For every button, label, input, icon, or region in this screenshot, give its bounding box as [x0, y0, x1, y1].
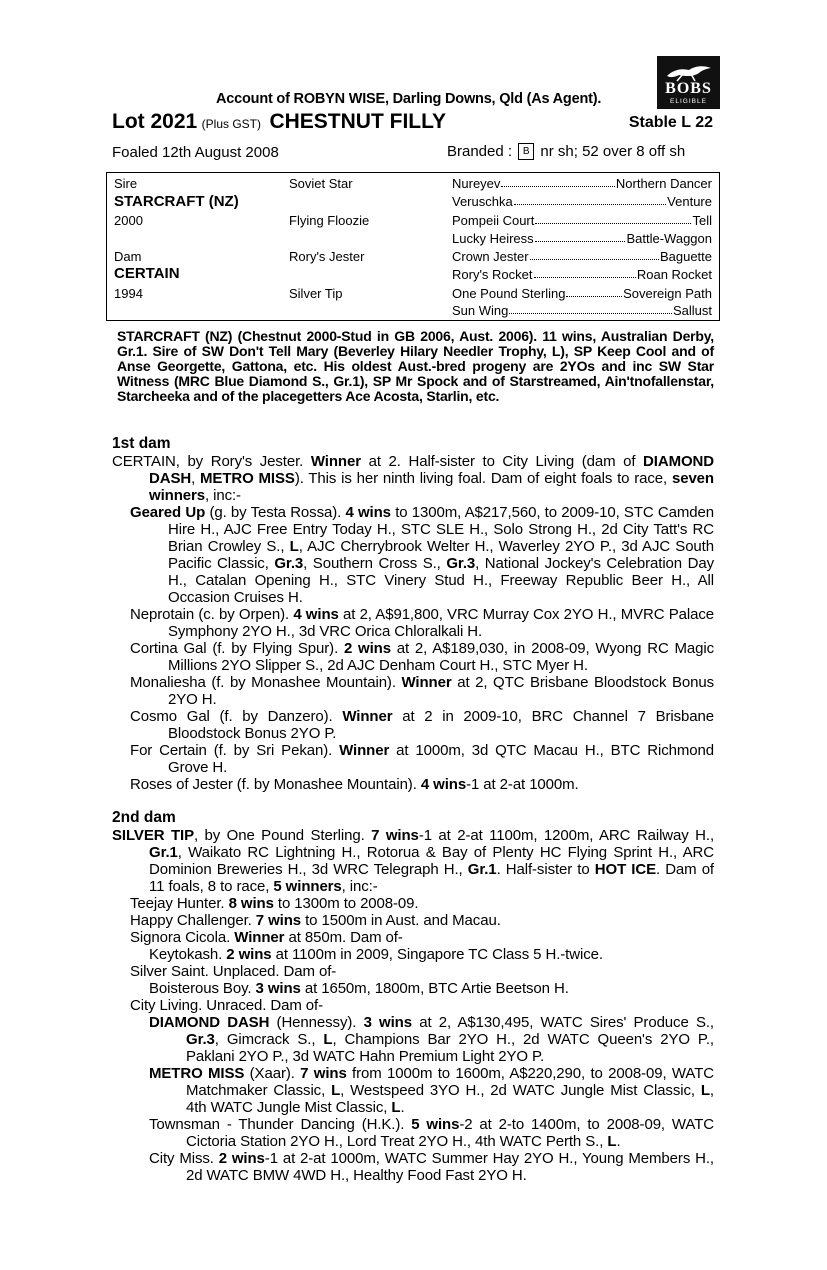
- lot-name: CHESTNUT FILLY: [269, 110, 447, 133]
- stable-number: Stable L 22: [628, 114, 713, 131]
- first-dam-heading: 1st dam: [112, 435, 171, 452]
- second-dam-heading: 2nd dam: [112, 809, 176, 826]
- plus-gst: (Plus GST): [201, 117, 261, 131]
- grand-progeny-entry: Townsman - Thunder Dancing (H.K.). 5 wins-2 at 2-to 1400m, to 2008-09, WATC Cictoria Station 2YO H., Lord Treat 2YO H., 4th WATC Perth S., L.: [149, 1116, 715, 1150]
- sire-intro: STARCRAFT (NZ) (Chestnut 2000-Stud in GB 2006, Aust. 2006). 11 wins, Australian Derby, Gr.1. Sire of SW Don't Tell Mary (Beverley Hilary Needler Trophy, L), SP Keep Cool and of Anse Georgette, Gattona, etc. His oldest Aust.-bred progeny are 2YOs and inc SW Star Witness (MRC Blue Diamond S., Gr.1), SP Mr Spock and of Starstreamed, Ain'tnofallenstar, Starcheeka and of the placegetters Ace Acosta, Starlin, etc.: [117, 328, 714, 404]
- progeny-entry: Teejay Hunter. 8 wins to 1300m to 2008-09.: [130, 895, 419, 912]
- progeny-entry: Roses of Jester (f. by Monashee Mountain). 4 wins-1 at 2-at 1000m.: [130, 776, 579, 793]
- g3-row: Veruschka Venture: [452, 194, 712, 209]
- grand-progeny-entry: Boisterous Boy. 3 wins at 1650m, 1800m, BTC Artie Beetson H.: [149, 980, 569, 997]
- account-line: Account of ROBYN WISE, Darling Downs, Qld (As Agent).: [216, 91, 602, 107]
- g3-row: Sun Wing Sallust: [452, 303, 712, 318]
- sire-label: Sire: [114, 176, 138, 191]
- horse-icon: [665, 62, 713, 82]
- sire-dam: Flying Floozie: [289, 213, 370, 228]
- logo-text: BOBS: [665, 80, 712, 97]
- g3-row: Crown Jester Baguette: [452, 249, 712, 264]
- dam-label: Dam: [114, 249, 142, 264]
- sire-sire: Soviet Star: [289, 176, 353, 191]
- g3-row: Lucky Heiress Battle-Waggon: [452, 231, 712, 246]
- branded-label: Branded :: [447, 143, 513, 160]
- second-dam-paragraph: SILVER TIP, by One Pound Sterling. 7 wins-1 at 2-at 1100m, 1200m, ARC Railway H., Gr.1, Waikato RC Lightning H., Rotorua & Bay of Plenty HC Flying Sprint H., ARC Dominion Breweries H., 3d WRC Telegraph H., Gr.1. Half-sister to HOT ICE. Dam of 11 foals, 8 to race, 5 winners, inc:-: [112, 827, 715, 895]
- progeny-entry: Monaliesha (f. by Monashee Mountain). Winner at 2, QTC Brisbane Bloodstock Bonus 2YO H.: [130, 674, 714, 708]
- lot-line: [112, 110, 715, 136]
- sire-year: 2000: [114, 213, 143, 228]
- grand-progeny-entry: DIAMOND DASH (Hennessy). 3 wins at 2, A$130,495, WATC Sires' Produce S., Gr.3, Gimcrack S., L, Champions Bar 2YO H., 2d WATC Queen's 2YO P., Paklani 2YO P., 3d WATC Hahn Premium Light 2YO P.: [149, 1014, 714, 1065]
- grand-progeny-entry: Keytokash. 2 wins at 1100m in 2009, Singapore TC Class 5 H.-twice.: [149, 946, 603, 963]
- progeny-entry: Signora Cicola. Winner at 850m. Dam of-: [130, 929, 403, 946]
- logo-subtext: ELIGIBLE: [670, 98, 707, 105]
- g3-row: Pompeii Court Tell: [452, 213, 712, 228]
- bobs-logo: [657, 56, 720, 109]
- dam-dam: Silver Tip: [289, 286, 343, 301]
- branded-details: nr sh; 52 over 8 off sh: [540, 143, 686, 160]
- lot-number: Lot 2021: [112, 110, 198, 133]
- g3-row: One Pound Sterling Sovereign Path: [452, 286, 712, 301]
- foaled-date: Foaled 12th August 2008: [112, 144, 279, 161]
- progeny-entry: City Living. Unraced. Dam of-: [130, 997, 324, 1014]
- dam-year: 1994: [114, 286, 143, 301]
- progeny-entry: Cosmo Gal (f. by Danzero). Winner at 2 in 2009-10, BRC Channel 7 Brisbane Bloodstock Bonus 2YO P.: [130, 708, 714, 742]
- pedigree-table: [106, 172, 720, 321]
- dam-sire: Rory's Jester: [289, 249, 365, 264]
- grand-progeny-entry: METRO MISS (Xaar). 7 wins from 1000m to 1600m, A$220,290, to 2008-09, WATC Matchmaker Classic, L, Westspeed 3YO H., 2d WATC Jungle Mist Classic, L, 4th WATC Jungle Mist Classic, L.: [149, 1065, 714, 1116]
- grand-progeny-entry: City Miss. 2 wins-1 at 2-at 1000m, WATC Summer Hay 2YO H., Young Members H., 2d WATC BMW 4WD H., Healthy Food Fast 2YO H.: [149, 1150, 714, 1184]
- dam-name: CERTAIN: [114, 265, 180, 282]
- brand-mark: B: [518, 143, 534, 160]
- g3-row: Rory's Rocket Roan Rocket: [452, 267, 712, 282]
- progeny-entry: Happy Challenger. 7 wins to 1500m in Aust. and Macau.: [130, 912, 501, 929]
- progeny-entry: Geared Up (g. by Testa Rossa). 4 wins to 1300m, A$217,560, to 2009-10, STC Camden Hire H., AJC Free Entry Today H., STC SLE H., Solo Strong H., 2d City Tatt's RC Brian Crowley S., L, AJC Cherrybrook Welter H., Waverley 2YO P., 3d AJC South Pacific Classic, Gr.3, Southern Cross S., Gr.3, National Jockey's Celebration Day H., Catalan Opening H., STC Vinery Stud H., Freeway Republic Beer H., All Occasion Cruises H.: [130, 504, 715, 606]
- progeny-entry: Silver Saint. Unplaced. Dam of-: [130, 963, 337, 980]
- sire-name: STARCRAFT (NZ): [114, 193, 239, 210]
- g3-row: Nureyev Northern Dancer: [452, 176, 712, 191]
- progeny-entry: Cortina Gal (f. by Flying Spur). 2 wins at 2, A$189,030, in 2008-09, Wyong RC Magic Millions 2YO Slipper S., 2d AJC Denham Court H., STC Myer H.: [130, 640, 715, 674]
- progeny-entry: For Certain (f. by Sri Pekan). Winner at 1000m, 3d QTC Macau H., BTC Richmond Grove H.: [130, 742, 714, 776]
- first-dam-paragraph: CERTAIN, by Rory's Jester. Winner at 2. Half-sister to City Living (dam of DIAMOND DASH, METRO MISS). This is her ninth living foal. Dam of eight foals to race, seven winners, inc:-: [112, 453, 714, 504]
- progeny-entry: Neprotain (c. by Orpen). 4 wins at 2, A$91,800, VRC Murray Cox 2YO H., MVRC Palace Symphony 2YO H., 3d VRC Orica Chloralkali H.: [130, 606, 714, 640]
- branded-line: [447, 143, 685, 160]
